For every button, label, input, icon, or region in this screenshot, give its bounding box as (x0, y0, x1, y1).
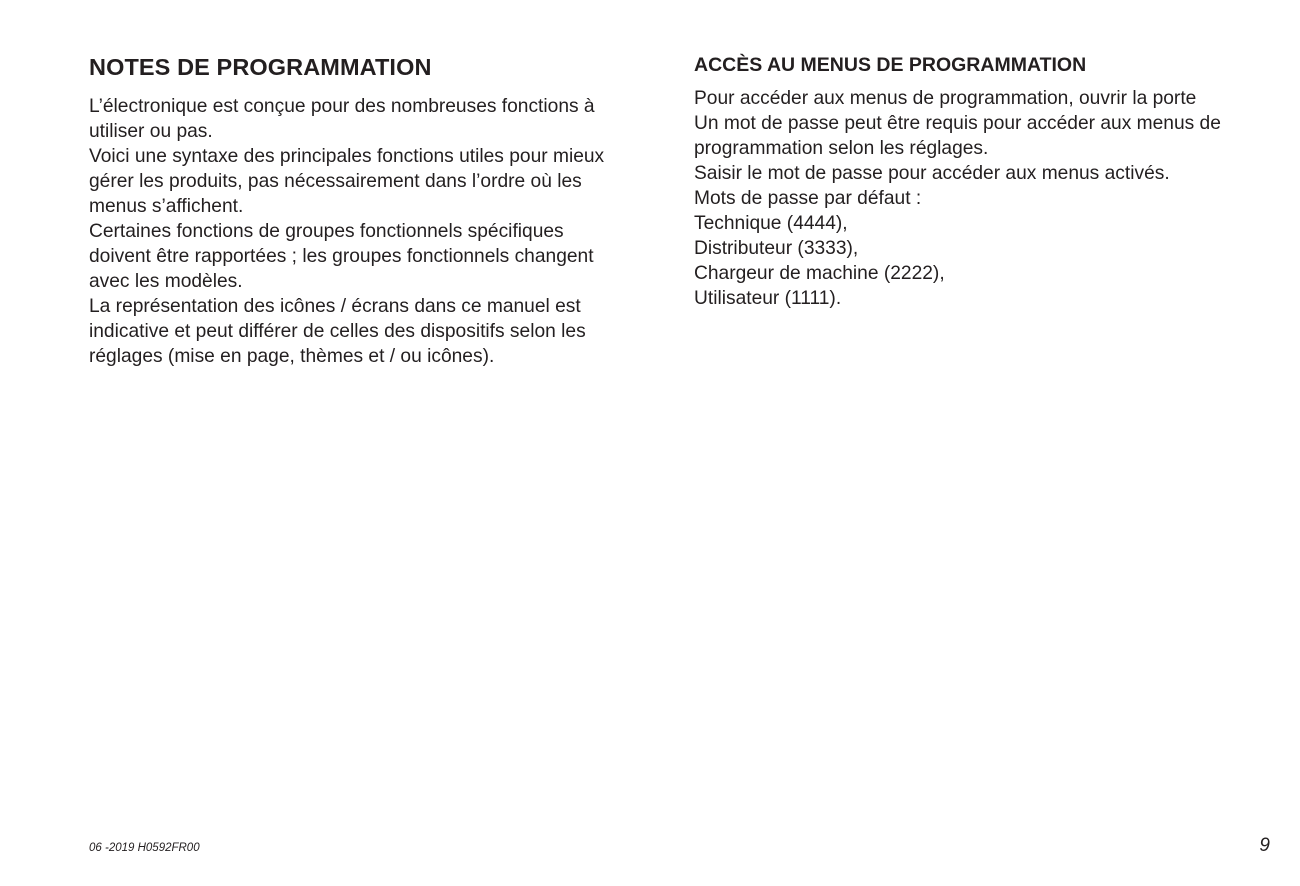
text-line: Saisir le mot de passe pour accéder aux menus activés. (694, 163, 1170, 184)
text-line: L’électronique est conçue pour des nombreuses fonctions à (89, 96, 595, 117)
text-line: Pour accéder aux menus de programmation, ouvrir la porte (694, 88, 1197, 109)
text-line: doivent être rapportées ; les groupes fonctionnels changent (89, 246, 594, 267)
text-line: gérer les produits, pas nécessairement dans l’ordre où les (89, 171, 582, 192)
text-line: indicative et peut différer de celles des dispositifs selon les (89, 321, 586, 342)
section-title-menu-access: ACCÈS AU MENUS DE PROGRAMMATION (694, 54, 1087, 76)
text-line: réglages (mise en page, thèmes et / ou icônes). (89, 346, 495, 367)
text-line: Certaines fonctions de groupes fonctionnels spécifiques (89, 221, 564, 242)
text-line: La représentation des icônes / écrans dans ce manuel est (89, 296, 581, 317)
password-utilisateur: Utilisateur (1111). (694, 288, 842, 309)
text-line: Voici une syntaxe des principales fonctions utiles pour mieux (89, 146, 605, 167)
text-line: utiliser ou pas. (89, 121, 213, 142)
password-distributeur: Distributeur (3333), (694, 238, 859, 259)
document-reference: 06 -2019 H0592FR00 (89, 842, 200, 854)
text-line: avec les modèles. (89, 271, 243, 292)
text-line: Mots de passe par défaut : (694, 188, 922, 209)
programming-notes-text (89, 94, 649, 369)
menu-access-text (694, 86, 1274, 311)
text-line: Un mot de passe peut être requis pour accéder aux menus de (694, 113, 1221, 134)
page-number: 9 (1259, 835, 1270, 856)
text-line: menus s’affichent. (89, 196, 244, 217)
password-chargeur: Chargeur de machine (2222), (694, 263, 945, 284)
password-technique: Technique (4444), (694, 213, 848, 234)
section-title-programming-notes: NOTES DE PROGRAMMATION (89, 54, 432, 80)
text-line: programmation selon les réglages. (694, 138, 989, 159)
